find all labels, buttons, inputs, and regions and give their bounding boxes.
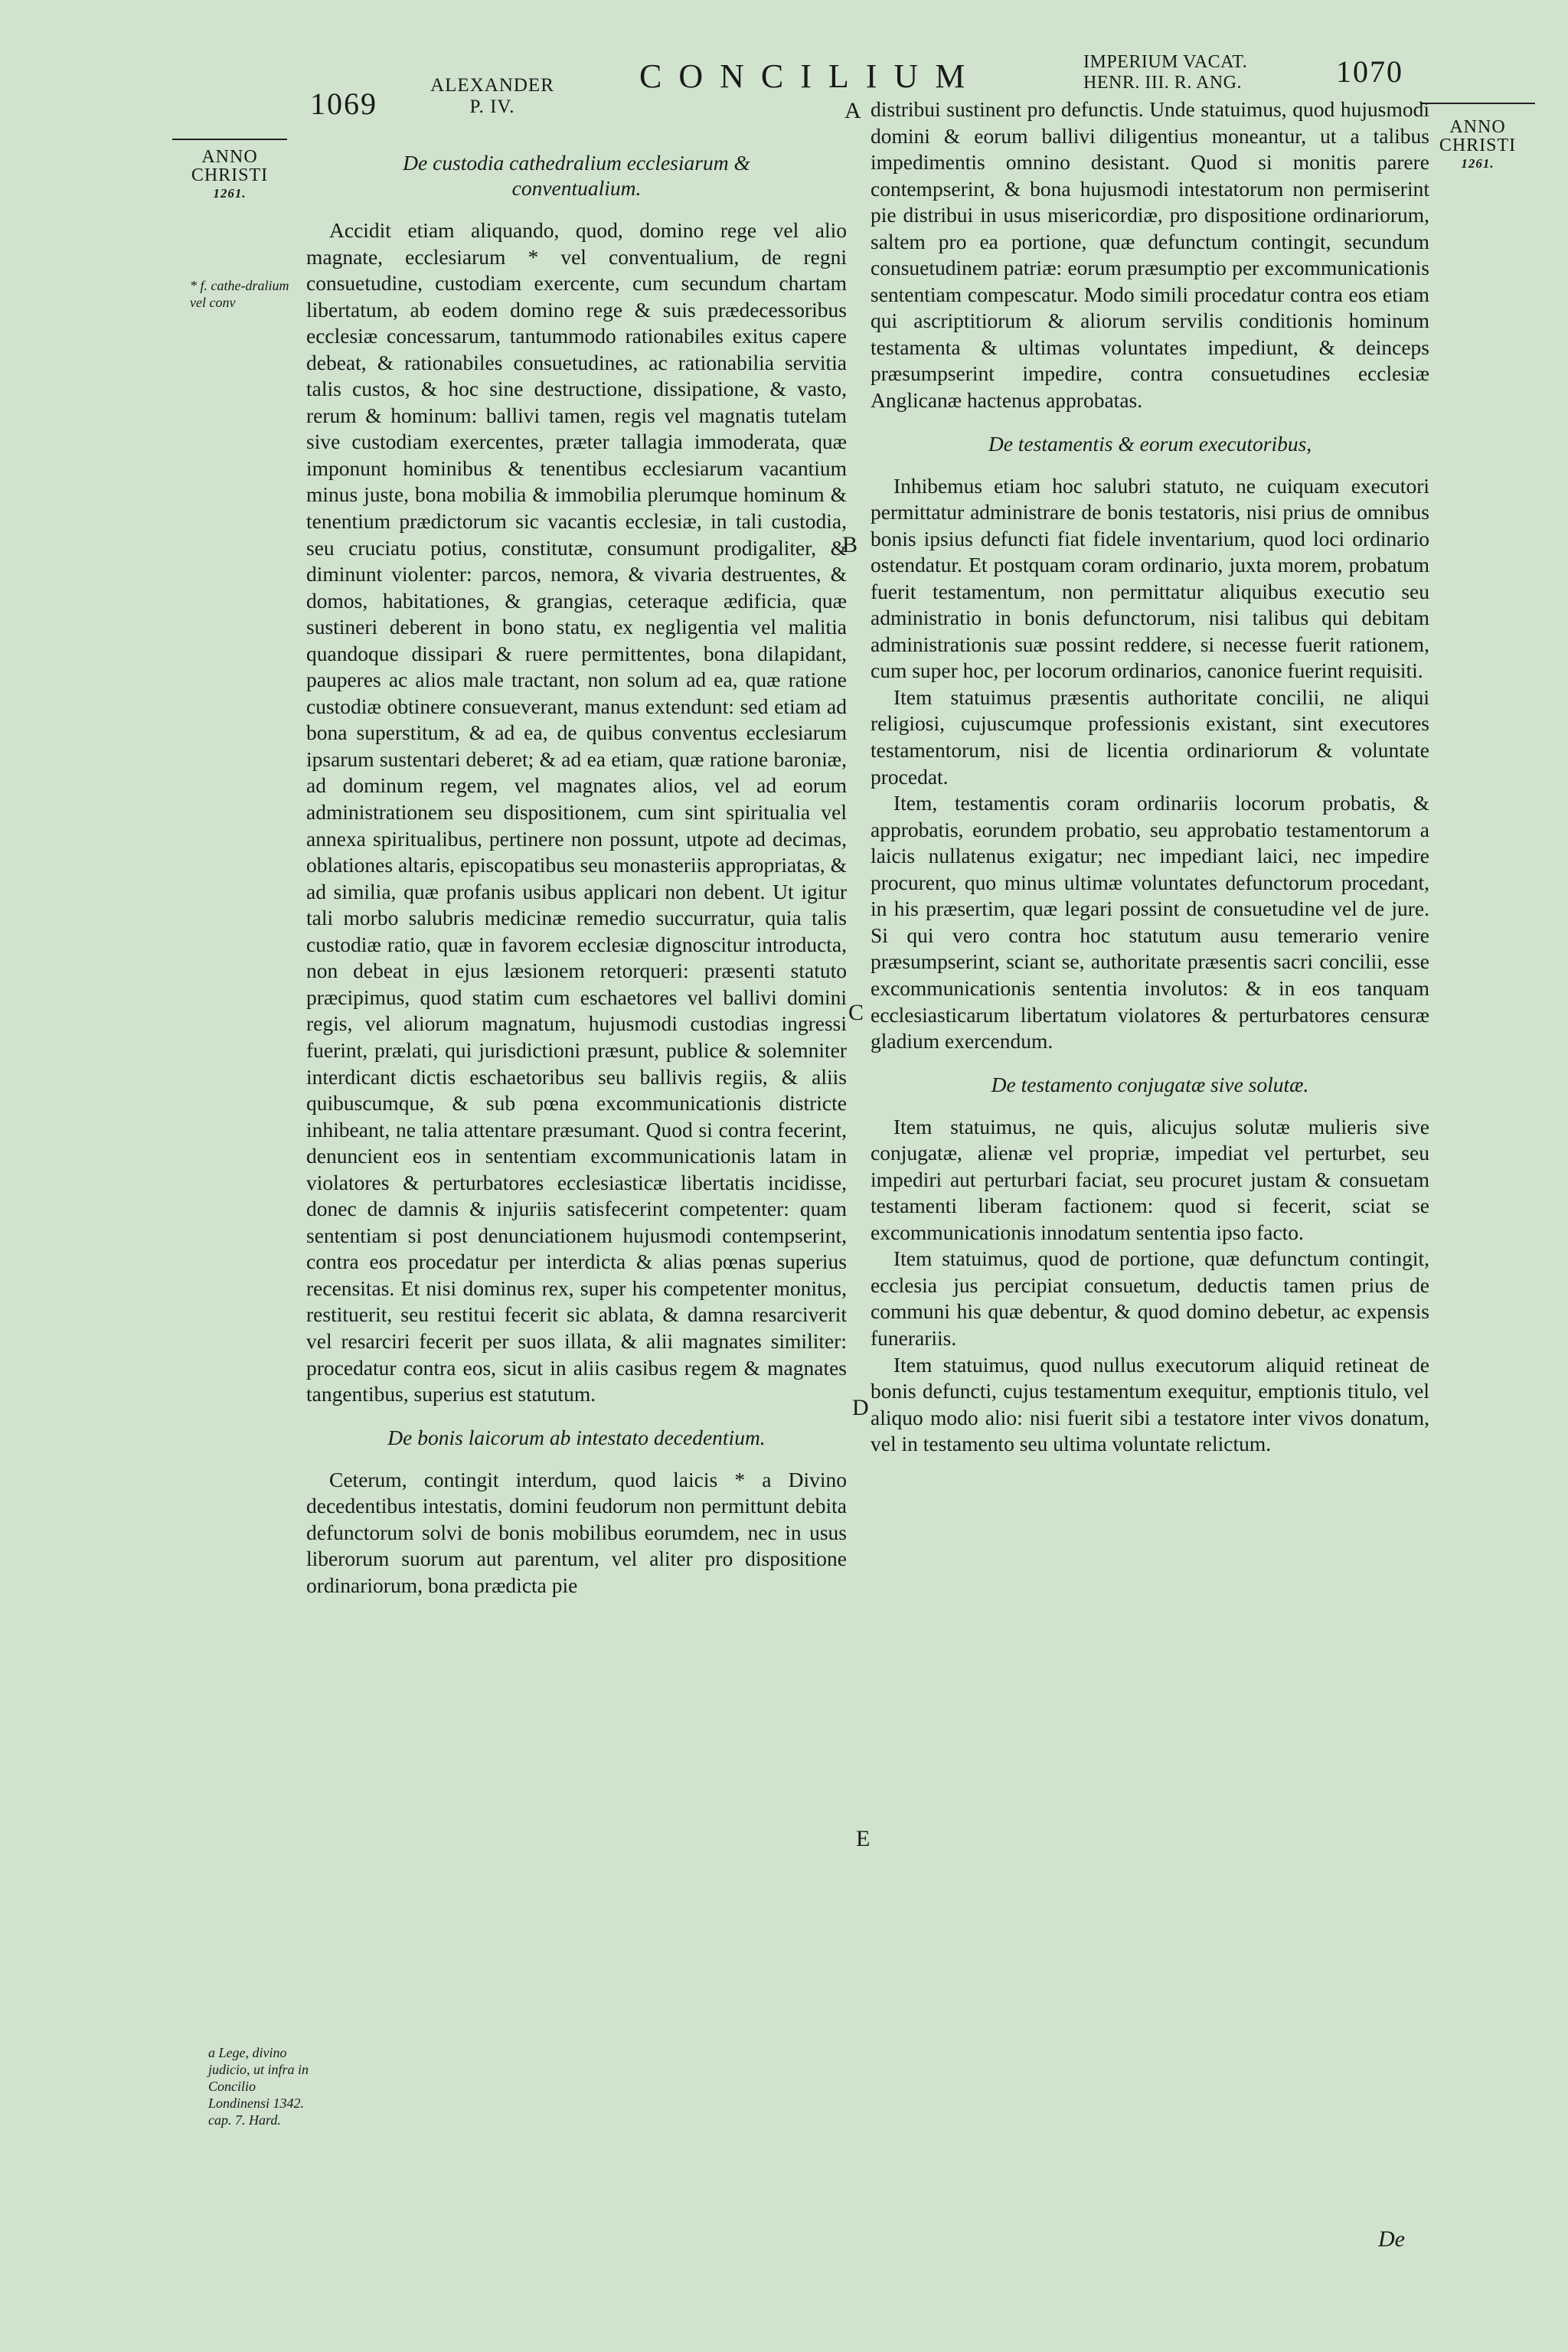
paragraph-solutae-mulieris: Item statuimus, ne quis, alicujus solutæ mulieris sive conjugatæ, alienæ vel propriæ, impediat vel perturbet, seu impediri aut perturbari faciat, seu procuret justam & consuetam testamenti liberam factionem: quod si fecerit, sciat se excommunicationis innodatum sententia ipso facto.	[871, 1114, 1429, 1244]
section-letter-a: A	[844, 98, 861, 123]
paragraph-portione: Item statuimus, quod de portione, quæ defunctum contingit, ecclesia jus percipiat consuetum, deductis tamen prius de communi his quæ debentur, & quod domino debetur, ac expensis funerariis.	[871, 1246, 1429, 1350]
right-rule	[1420, 103, 1535, 104]
right-page-number: 1070	[1336, 54, 1403, 89]
anno-christi-left	[172, 148, 287, 203]
left-running-head-line2: P. IV.	[469, 96, 515, 117]
section-letter-d: D	[852, 1395, 869, 1420]
anno-year: 1261.	[1461, 156, 1494, 171]
christi-label: CHRISTI	[1439, 136, 1517, 155]
paragraph-testamentis-probatis: Item, testamentis coram ordinariis locorum probatis, & approbatis, eorundem probatio, seu approbatio testamentorum a laicis nullatenus exigatur; nec impediant laici, nec impedire procurent, quo minus ultimæ voluntates defunctorum procedant, in his præsertim, quæ legari possint de consuetudine vel de jure. Si qui vero contra hoc statutum ausu temerario venire præsumpserint, sciant se, authoritate præsentis sacri concilii, esse excommunicationis sententia involutos: & in eos tanquam ecclesiasticarum libertatum violatores & perturbatores censuræ gladium exercendum.	[871, 791, 1429, 1054]
paragraph-executorum: Item statuimus, quod nullus executorum aliquid retineat de bonis defuncti, cujus testamentum exequitur, emptionis titulo, vel aliquo modo alio: nisi fuerit sibi a testatore inter vivos donatum, vel in testamento seu ultima voluntate relictum.	[871, 1352, 1429, 1456]
heading-testamento-conjugatae: De testamento conjugatæ sive solutæ.	[991, 1072, 1309, 1096]
right-running-head	[1083, 52, 1247, 93]
anno-label: ANNO	[201, 147, 258, 167]
margin-note-lege-divino: a Lege, divino judicio, ut infra in Concilio Londinensi 1342. cap. 7. Hard.	[208, 2045, 309, 2128]
section-letter-c: C	[848, 1000, 864, 1025]
left-running-head	[420, 75, 565, 118]
catchword: De	[1378, 2226, 1405, 2252]
anno-christi-right	[1420, 118, 1535, 173]
left-text-column	[306, 150, 847, 1599]
heading-custodia-cathedralium: De custodia cathedralium ecclesiarum & conventualium.	[403, 151, 750, 200]
page-title: CONCILIUM	[639, 57, 982, 95]
paragraph-religiosi: Item statuimus præsentis authoritate concilii, ne aliqui religiosi, cujuscumque professionis existant, sint executores testamentorum, nisi de licentia ordinariorum & voluntate procedat.	[871, 684, 1429, 789]
margin-note-cathedralium: * f. cathe-dralium vel conv	[190, 278, 289, 310]
left-page-number: 1069	[310, 87, 377, 121]
christi-label: CHRISTI	[191, 165, 269, 185]
anno-label: ANNO	[1449, 117, 1506, 137]
paragraph-bonis-laicorum: Ceterum, contingit interdum, quod laicis * a Divino decedentibus intestatis, domini feudorum non permittunt debita defunctorum solvi de bonis mobilibus eorumdem, nec in usus liberorum suorum aut parentum, vel aliter pro dispositione ordinariorum, bona prædicta pie	[306, 1467, 847, 1597]
paragraph-inhibemus: Inhibemus etiam hoc salubri statuto, ne cuiquam executori permittatur administrare de bonis testatoris, nisi prius de omnibus bonis ipsius defuncti fiat fidele inventarium, quod loci ordinario ostendatur. Et postquam coram ordinario, juxta morem, probatum fuerit testamentum, non permittatur aliquibus executio seu administratio in bonis defunctorum, nisi talibus qui debitam administrationis suæ possint reddere, si necesse fuerit rationem, cum super hoc, per locorum ordinarios, canonice fuerint requisiti.	[871, 473, 1429, 683]
paragraph-continuation: distribui sustinent pro defunctis. Unde statuimus, quod hujusmodi domini & eorum ballivi diligentius moneantur, ut a talibus impedimentis omnino desistant. Quod si monitis parere contempserint, & bona hujusmodi intestatorum non permiserint pie distribui in usus misericordiæ, pro dispositione ordinariorum, saltem pro ea portione, quæ defunctum contingit, secundum consuetudinem patriæ: eorum præsumptio per excommunicationis sententiam compescatur. Modo simili procedatur contra eos etiam qui ascriptitiorum & aliorum servilis conditionis hominum testamenta & ultimas voluntates impediunt, & deinceps præsumpserint impedire, contra consuetudines ecclesiæ Anglicanæ hactenus approbatas.	[871, 97, 1429, 413]
right-running-head-line2: HENR. III. R. ANG.	[1083, 73, 1242, 93]
section-letter-e: E	[856, 1826, 871, 1851]
section-letter-b: B	[842, 532, 858, 557]
right-text-column	[871, 96, 1429, 1458]
left-running-head-line1: ALEXANDER	[430, 75, 554, 96]
anno-year: 1261.	[213, 186, 247, 201]
right-running-head-line1: IMPERIUM VACAT.	[1083, 52, 1248, 72]
heading-bonis-laicorum: De bonis laicorum ab intestato decedentium.	[387, 1425, 766, 1449]
heading-testamentis-executoribus: De testamentis & eorum executoribus,	[988, 431, 1312, 456]
left-rule	[172, 139, 287, 140]
paragraph-custodia: Accidit etiam aliquando, quod, domino rege vel alio magnate, ecclesiarum * vel conventualium, de regni consuetudine, custodiam exercente, cum secundum chartam libertatum, ab eodem domino rege & suis prædecessoribus ecclesiæ concessarum, tantummodo rationabiles exitus capere debeat, & rationabiles consuetudines, ac rationabilia servitia talis custos, & hoc sine destructione, dissipatione, & vasto, rerum & hominum: ballivi tamen, regis vel magnatis tutelam sive custodiam exercentes, præter tallagia immoderata, quæ imponunt hominibus & tenentibus ecclesiarum vacantium minus juste, bona mobilia & immobilia plerumque hominum & tenentium prædictorum sic vacantis ecclesiæ, in tali custodia, seu cruciatu potius, constitutæ, consumunt prodigaliter, & diminunt violenter: parcos, nemora, & vivaria destruentes, & domos, habitationes, & grangias, ceteraque ædificia, quæ sustineri deberent in bono statu, ex negligentia vel malitia quandoque dissipari & ruere permittentes, bona dilapidant, pauperes ac alios male tractant, non solum ad ea, quæ ratione custodiæ obtinere consueverant, manus extendunt: sed etiam ad bona superstitum, & ad ea, de quibus conventus ecclesiarum ipsarum sustentari deberet; & ad ea etiam, quæ ratione baroniæ, ad dominum regem, vel magnates alios, vel ad eorum administrationem seu dispositionem, cum sint spiritualia vel annexa spiritualibus, pertinere non possunt, utpote ad decimas, oblationes altaris, episcopatibus seu monasteriis appropriatas, & ad similia, quæ profanis usibus applicari non debent. Ut igitur tali morbo salubris medicinæ remedio succurratur, quia talis custodiæ ratio, quæ in favorem ecclesiæ dignoscitur introducta, non debeat in ejus læsionem retorqueri: præsenti statuto præcipimus, quod statim cum eschaetores vel ballivi domini regis, vel aliorum magnatum, hujusmodi custodias ingressi fuerint, prælati, qui jurisdictioni præsunt, publice & solemniter interdicant dictis eschaetoribus seu ballivis regiis, & aliis quibuscumque, & sub pœna excommunicationis districte inhibeant, ne talia attentare præsumant. Quod si contra fecerint, denuncient eos in sententiam excommunicationis latam in violatores & perturbatores ecclesiasticæ libertatis incidisse, donec de damnis & injuriis satisfecerint competenter: quam sententiam si post denunciationem hujusmodi contempserint, contra eos procedatur per interdicta & alias pœnas superius recensitas. Et nisi dominus rex, super his competenter monitus, restituerit, seu restitui fecerit sic ablata, & damna resarciverit vel resarciri fecerit per suos illata, & alii magnates similiter: procedatur contra eos, sicut in aliis casibus regem & magnates tangentibus, superius est statutum.	[306, 218, 847, 1406]
